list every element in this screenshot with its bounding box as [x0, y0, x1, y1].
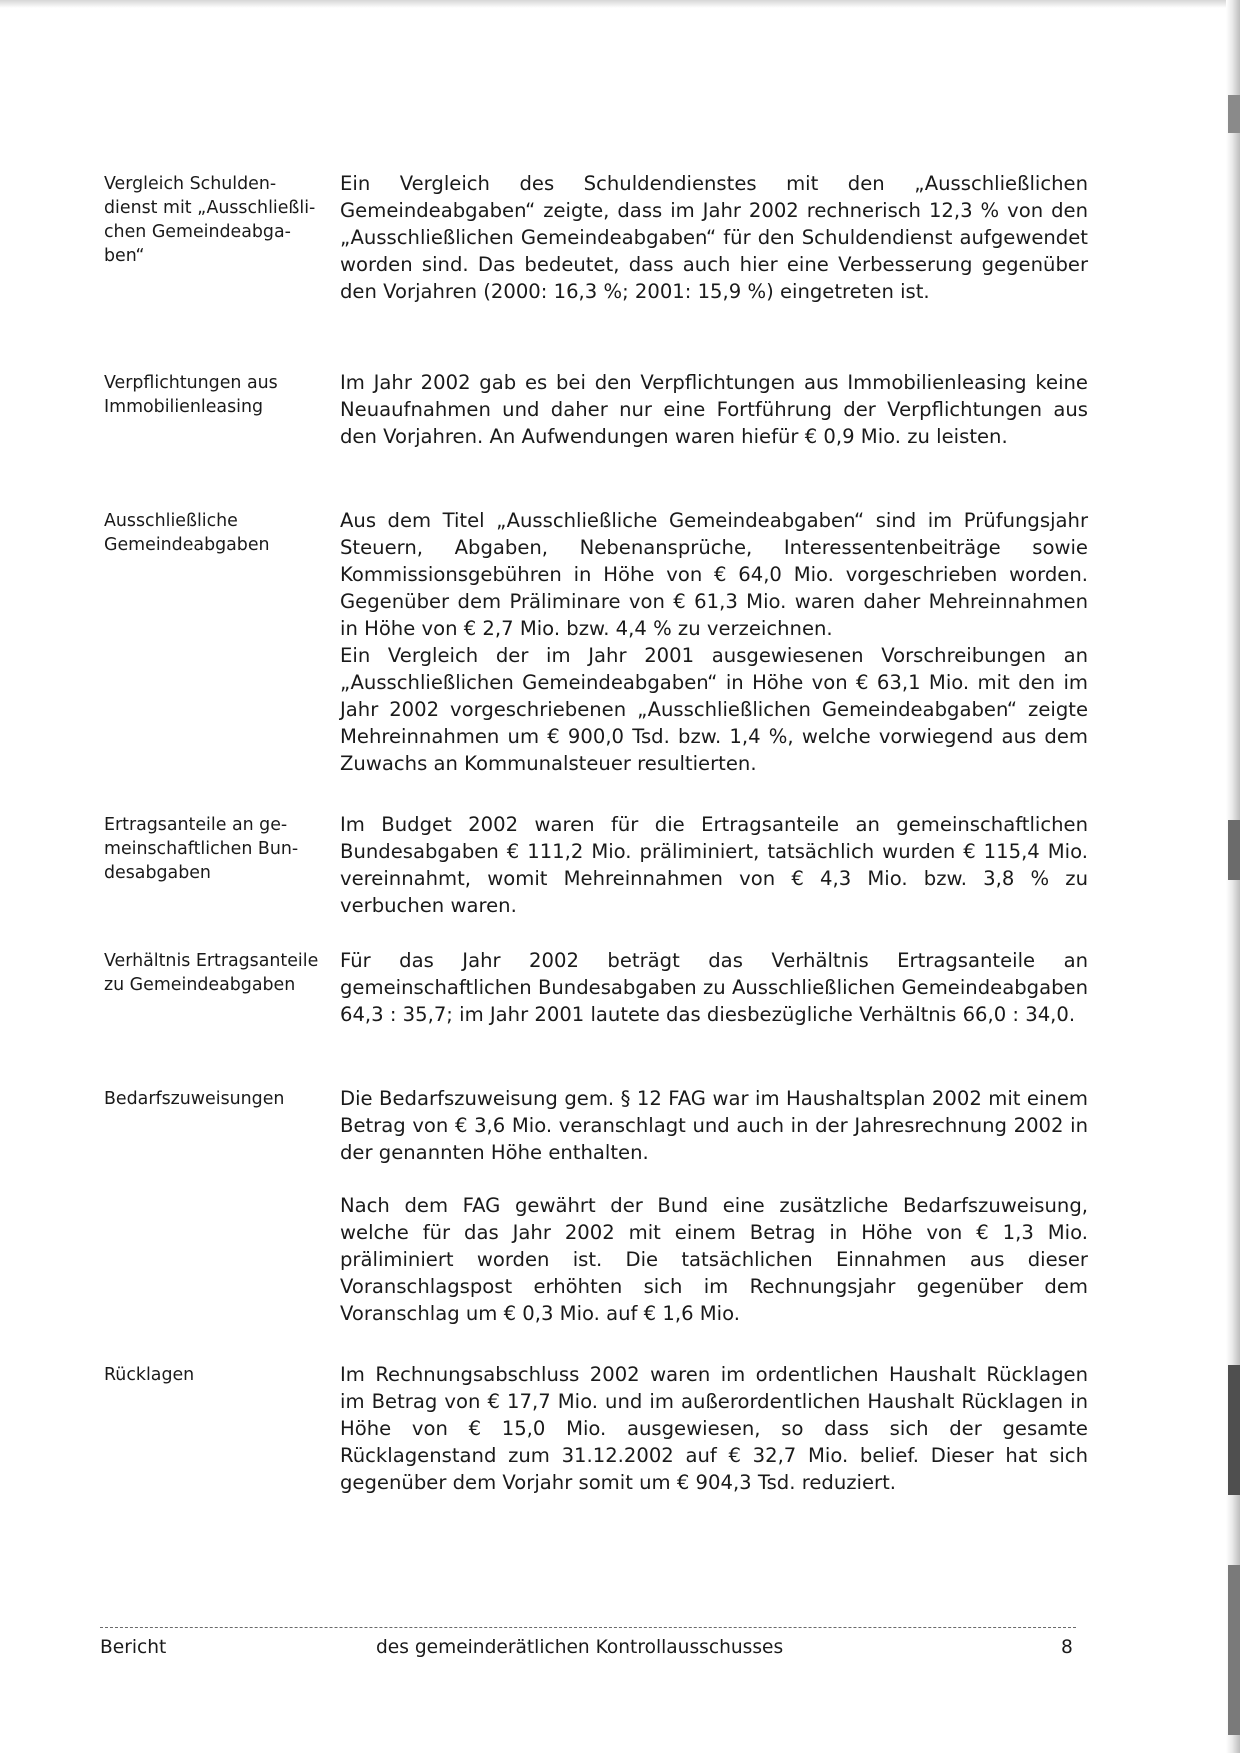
margin-label: Ertragsanteile an ge- meinschaftlichen Bun- desabgaben — [104, 815, 299, 883]
paragraph: Ein Vergleich der im Jahr 2001 ausgewiesenen Vorschreibungen an „Ausschließlichen Gemeindeabgaben“ in Höhe von € 63,1 Mio. mit den im Jahr 2002 vorgeschriebenen „Ausschließlichen Gemeindeabgaben“ zeigte Mehreinnahmen um € 900,0 Tsd. bzw. 1,4 %, welche vorwiegend aus dem Zuwachs an Kommunalsteuer resultierten. — [340, 644, 1088, 775]
paragraph: Für das Jahr 2002 beträgt das Verhältnis Ertragsanteile an gemeinschaftlichen Bundesabgaben zu Ausschließlichen Gemeindeabgaben 64,3 : 35,7; im Jahr 2001 lautete das diesbezügliche Verhältnis 66,0 : 34,0. — [340, 949, 1088, 1026]
footer-divider — [100, 1627, 1076, 1628]
scan-artifact — [1228, 1365, 1240, 1495]
section-bedarfszuweisungen — [104, 1085, 1088, 1327]
section-gemeindeabgaben — [104, 507, 1088, 777]
margin-label: Vergleich Schulden- dienst mit „Ausschließli- chen Gemeindeabga- ben“ — [104, 174, 316, 266]
section-body — [340, 811, 1088, 919]
section-ruecklagen — [104, 1361, 1088, 1496]
footer-report-title: Bericht — [100, 1637, 167, 1658]
page-number: 8 — [1061, 1637, 1073, 1658]
section-body — [340, 507, 1088, 777]
margin-label: Bedarfszuweisungen — [104, 1089, 285, 1109]
section-ertragsanteile — [104, 811, 1088, 919]
section-body — [340, 1361, 1088, 1496]
scan-edge-top — [0, 0, 1240, 8]
scan-artifact — [1228, 1565, 1240, 1735]
margin-label: Verpflichtungen aus Immobilienleasing — [104, 373, 278, 417]
paragraph: Im Jahr 2002 gab es bei den Verpflichtungen aus Immobilienleasing keine Neuaufnahmen und daher nur eine Fortführung der Verpflichtungen aus den Vorjahren. An Aufwendungen waren hiefür € 0,9 Mio. zu leisten. — [340, 371, 1088, 448]
margin-label: Verhältnis Ertragsanteile zu Gemeindeabgaben — [104, 951, 319, 995]
section-body — [340, 170, 1088, 305]
footer-committee: des gemeinderätlichen Kontrollausschusses — [376, 1637, 784, 1658]
section-body — [340, 369, 1088, 450]
section-verhaeltnis — [104, 947, 1088, 1028]
scan-artifact — [1228, 95, 1240, 133]
paragraph: Die Bedarfszuweisung gem. § 12 FAG war im Haushaltsplan 2002 mit einem Betrag von € 3,6 Mio. veranschlagt und auch in der Jahresrechnung 2002 in der genannten Höhe enthalten. — [340, 1087, 1088, 1164]
section-immobilienleasing — [104, 369, 1088, 450]
section-body — [340, 1085, 1088, 1327]
paragraph: Nach dem FAG gewährt der Bund eine zusätzliche Bedarfszuweisung, welche für das Jahr 2002 mit einem Betrag in Höhe von € 1,3 Mio. präliminiert worden ist. Die tatsächlichen Einnahmen aus dieser Voranschlagspost erhöhten sich im Rechnungsjahr gegenüber dem Voranschlag um € 0,3 Mio. auf € 1,6 Mio. — [340, 1194, 1088, 1325]
paragraph: Im Rechnungsabschluss 2002 waren im ordentlichen Haushalt Rücklagen im Betrag von € 17,7 Mio. und im außerordentlichen Haushalt Rücklagen in Höhe von € 15,0 Mio. ausgewiesen, so dass sich der gesamte Rücklagenstand zum 31.12.2002 auf € 32,7 Mio. belief. Dieser hat sich gegenüber dem Vorjahr somit um € 904,3 Tsd. reduziert. — [340, 1363, 1088, 1494]
margin-label: Ausschließliche Gemeindeabgaben — [104, 511, 270, 555]
section-schuldendienst-vergleich — [104, 170, 1088, 305]
paragraph: Aus dem Titel „Ausschließliche Gemeindeabgaben“ sind im Prüfungsjahr Steuern, Abgaben, Nebenansprüche, Interessentenbeiträge sowie Kommissionsgebühren in Höhe von € 64,0 Mio. vorgeschrieben worden. Gegenüber dem Präliminare von € 61,3 Mio. waren daher Mehreinnahmen in Höhe von € 2,7 Mio. bzw. 4,4 % zu verzeichnen. — [340, 509, 1088, 640]
paragraph: Im Budget 2002 waren für die Ertragsanteile an gemeinschaftlichen Bundesabgaben € 111,2 Mio. präliminiert, tatsächlich wurden € 115,4 Mio. vereinnahmt, womit Mehreinnahmen von € 4,3 Mio. bzw. 3,8 % zu verbuchen waren. — [340, 813, 1088, 917]
paragraph: Ein Vergleich des Schuldendienstes mit den „Ausschließlichen Gemeindeabgaben“ zeigte, dass im Jahr 2002 rechnerisch 12,3 % von den „Ausschließlichen Gemeindeabgaben“ für den Schuldendienst aufgewendet worden sind. Das bedeutet, dass auch hier eine Verbesserung gegenüber den Vorjahren (2000: 16,3 %; 2001: 15,9 %) eingetreten ist. — [340, 172, 1088, 303]
section-body — [340, 947, 1088, 1028]
margin-label: Rücklagen — [104, 1365, 195, 1385]
scan-artifact — [1228, 820, 1240, 880]
